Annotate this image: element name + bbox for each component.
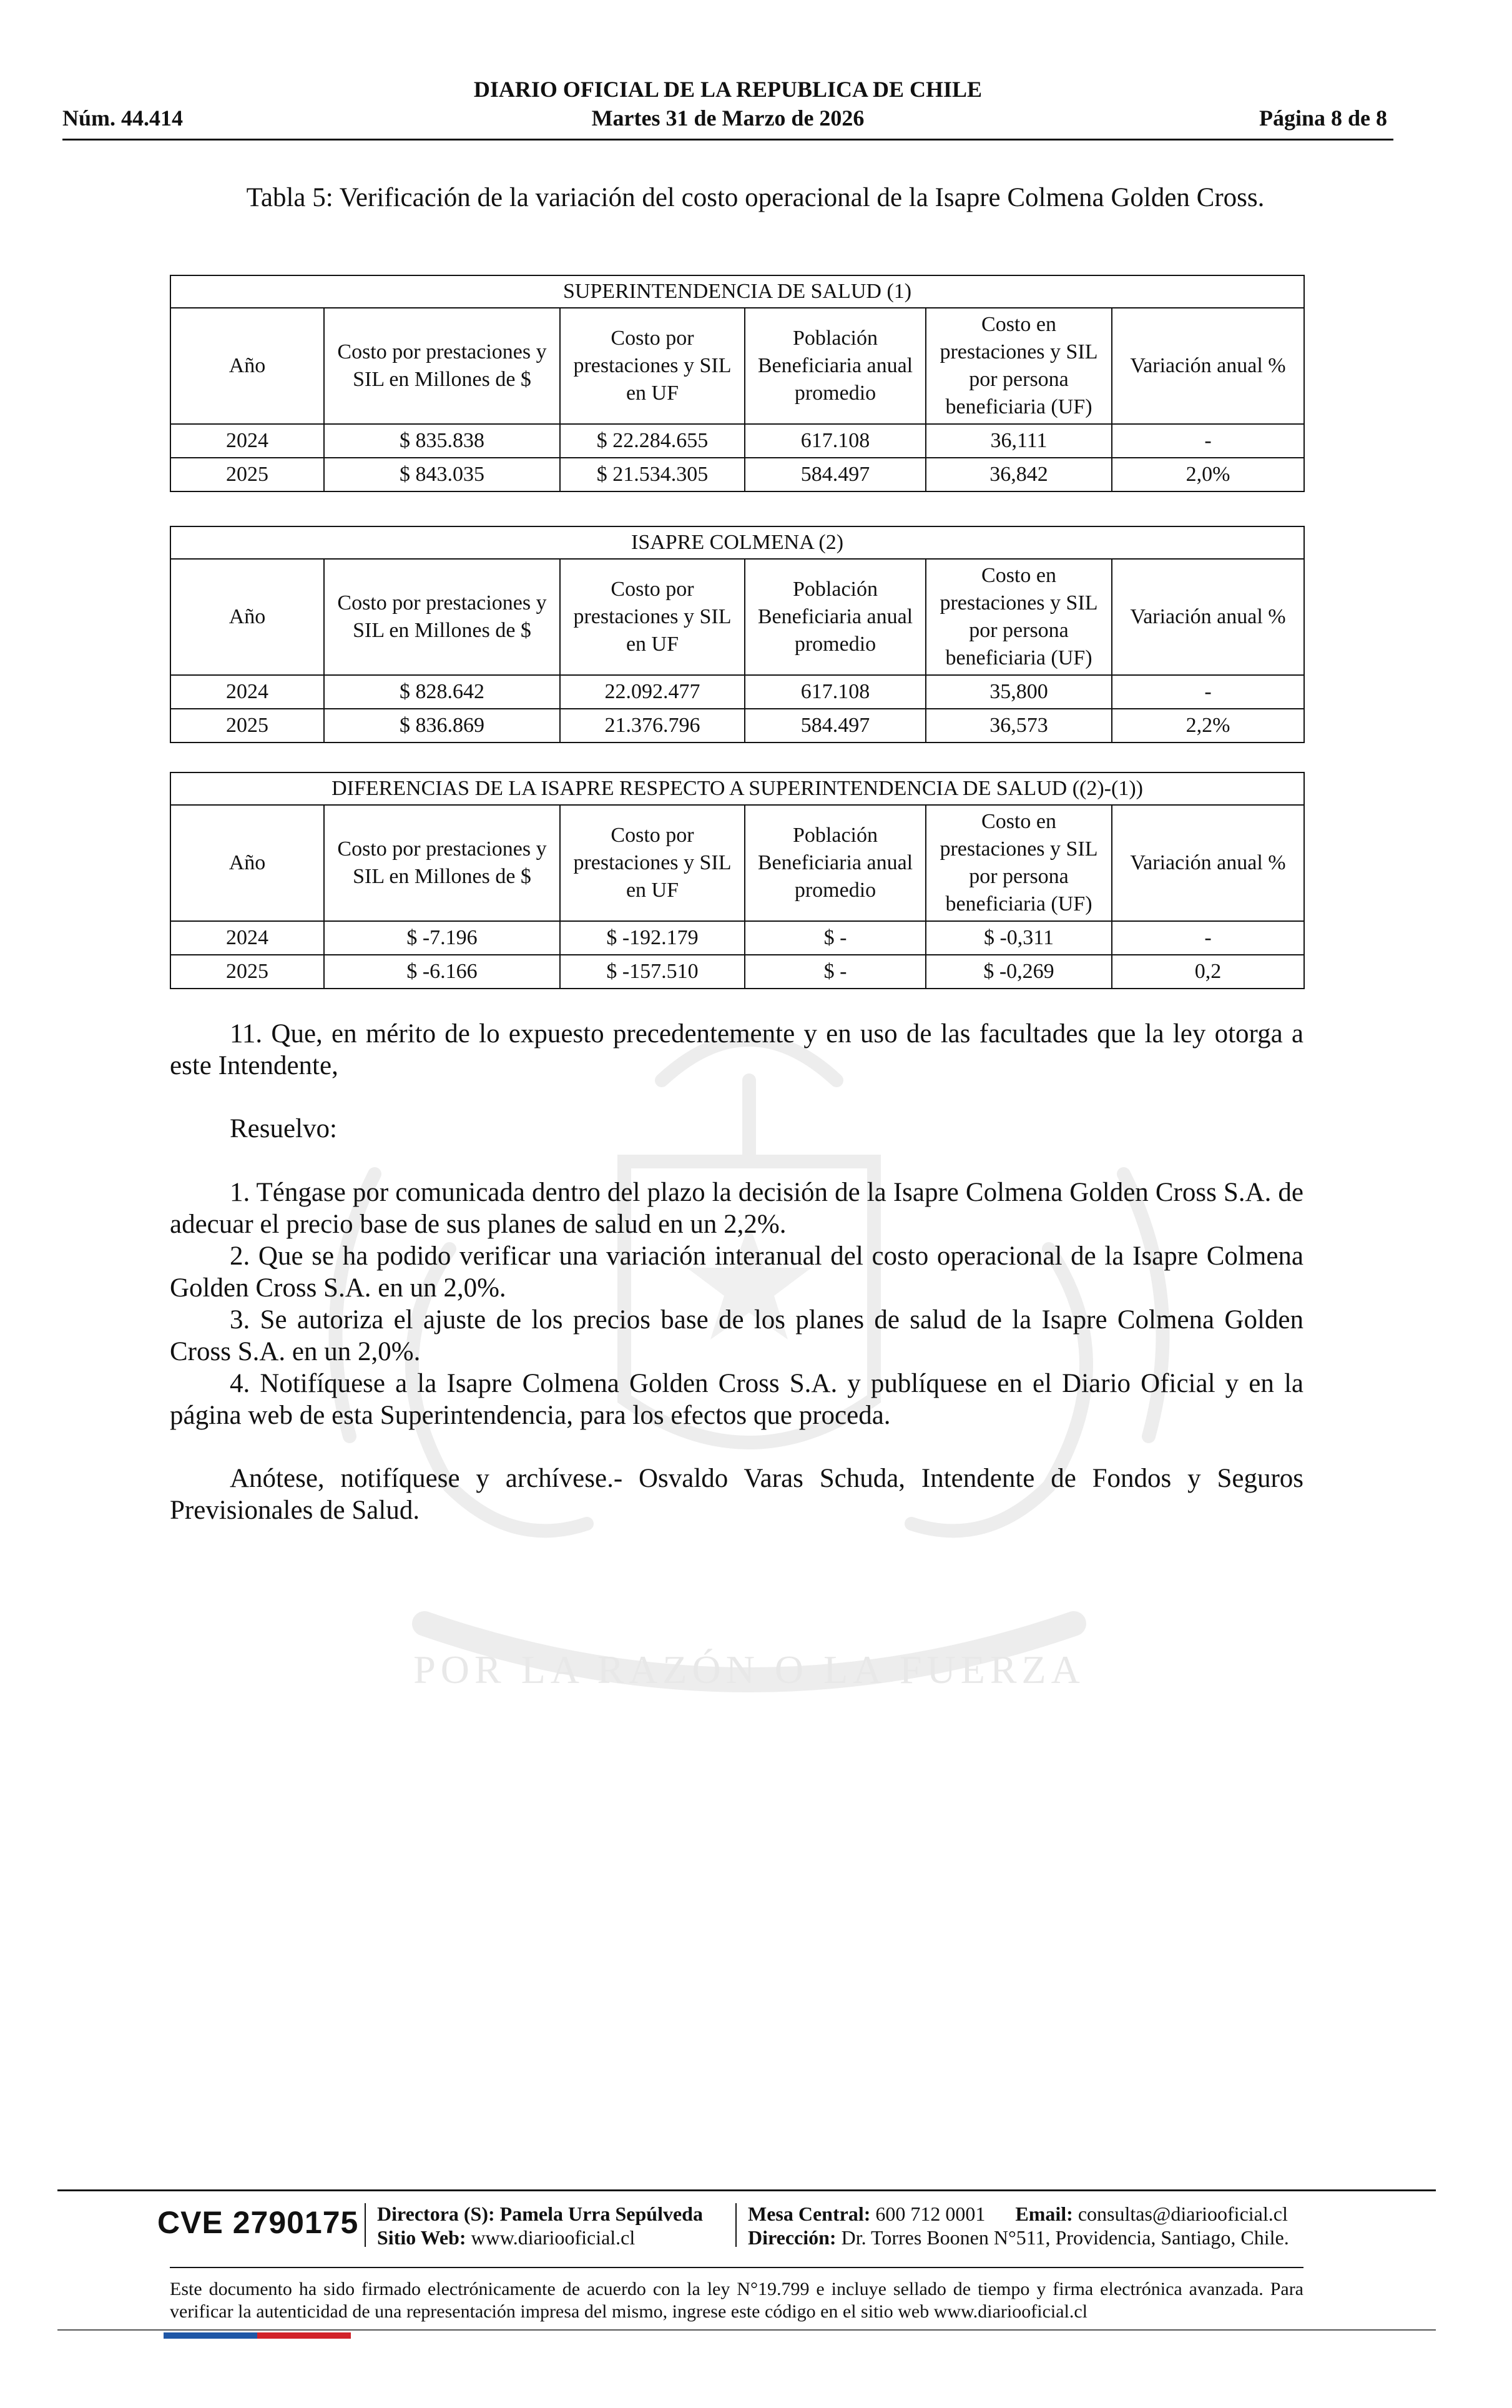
table-title: SUPERINTENDENCIA DE SALUD (1)	[170, 275, 1304, 308]
website-label: Sitio Web:	[377, 2226, 466, 2249]
address-line	[748, 2226, 1289, 2249]
cell: 584.497	[745, 709, 926, 743]
col-header-cost-uf: Costo por prestaciones y SIL en UF	[560, 805, 745, 921]
cell: 0,2	[1112, 955, 1304, 989]
table-differences	[170, 772, 1305, 989]
col-header-population: Población Beneficiaria anual promedio	[745, 308, 926, 424]
signature-notice: Este documento ha sido firmado electrónicamente de acuerdo con la ley N°19.799 e incluye sellado de tiempo y firma electrónica avanzada. Para verificar la autenticidad de una representación impresa del mismo, ingrese este código en el sitio web www.diariooficial.cl	[170, 2279, 1303, 2322]
cve-code: CVE 2790175	[157, 2205, 359, 2240]
table-row	[170, 675, 1304, 709]
table-title: DIFERENCIAS DE LA ISAPRE RESPECTO A SUPERINTENDENCIA DE SALUD ((2)-(1))	[170, 772, 1304, 805]
col-header-year: Año	[170, 308, 324, 424]
address-label: Dirección:	[748, 2226, 837, 2249]
cell: $ -0,311	[926, 921, 1112, 955]
cell: 2024	[170, 424, 324, 458]
cell: 2025	[170, 709, 324, 743]
flag-band-blue	[164, 2332, 257, 2339]
table-row	[170, 921, 1304, 955]
director-label: Directora (S):	[377, 2203, 495, 2225]
footer-rule-bottom	[57, 2329, 1436, 2331]
director-name: Pamela Urra Sepúlveda	[499, 2203, 703, 2225]
closing-paragraph: Anótese, notifíquese y archívese.- Osvaldo Varas Schuda, Intendente de Fondos y Seguros Previsionales de Salud.	[170, 1464, 1303, 1525]
cell: 2024	[170, 675, 324, 709]
cell: 36,111	[926, 424, 1112, 458]
footer-separator	[365, 2203, 366, 2247]
cell: 36,573	[926, 709, 1112, 743]
cell: 617.108	[745, 424, 926, 458]
newspaper-title: DIARIO OFICIAL DE LA REPUBLICA DE CHILE	[473, 77, 983, 102]
table-row	[170, 458, 1304, 491]
director-line	[377, 2202, 703, 2226]
contact-line	[748, 2202, 1288, 2226]
cell: $ -0,269	[926, 955, 1112, 989]
issue-date: Martes 31 de Marzo de 2026	[591, 106, 865, 131]
cell: 2024	[170, 921, 324, 955]
resolution-4: 4. Notifíquese a la Isapre Colmena Golden Cross S.A. y publíquese en el Diario Oficial y en la página web de esta Superintendencia, para los efectos que proceda.	[170, 1369, 1303, 1430]
table-isapre-colmena	[170, 526, 1305, 743]
col-header-year: Año	[170, 559, 324, 675]
footer-rule-inner	[170, 2267, 1303, 2268]
table-row	[170, 709, 1304, 743]
table-title: ISAPRE COLMENA (2)	[170, 526, 1304, 559]
footer-rule	[57, 2189, 1436, 2191]
col-header-cost-millions: Costo por prestaciones y SIL en Millones de $	[324, 805, 560, 921]
cell: 2025	[170, 458, 324, 491]
cell: -	[1112, 424, 1304, 458]
issue-number: Núm. 44.414	[62, 106, 184, 131]
cell: $ -	[745, 955, 926, 989]
address-value: Dr. Torres Boonen N°511, Providencia, Santiago, Chile.	[841, 2226, 1289, 2249]
cell: -	[1112, 921, 1304, 955]
col-header-cost-uf: Costo por prestaciones y SIL en UF	[560, 308, 745, 424]
cell: $ 22.284.655	[560, 424, 745, 458]
resolution-3: 3. Se autoriza el ajuste de los precios base de los planes de salud de la Isapre Colmena Golden Cross S.A. en un 2,0%.	[170, 1305, 1303, 1366]
cell: 22.092.477	[560, 675, 745, 709]
resolution-1: 1. Téngase por comunicada dentro del plazo la decisión de la Isapre Colmena Golden Cross S.A. de adecuar el precio base de sus planes de salud en un 2,2%.	[170, 1178, 1303, 1239]
cell: 2025	[170, 955, 324, 989]
cell: $ 835.838	[324, 424, 560, 458]
email-link[interactable]: consultas@diariooficial.cl	[1078, 2203, 1288, 2225]
cell: 21.376.796	[560, 709, 745, 743]
cell: 584.497	[745, 458, 926, 491]
cell: 617.108	[745, 675, 926, 709]
col-header-year: Año	[170, 805, 324, 921]
col-header-cost-millions: Costo por prestaciones y SIL en Millones de $	[324, 308, 560, 424]
cell: $ 828.642	[324, 675, 560, 709]
col-header-cost-per-person: Costo en prestaciones y SIL por persona beneficiaria (UF)	[926, 308, 1112, 424]
cell: $ -7.196	[324, 921, 560, 955]
cell: $ -192.179	[560, 921, 745, 955]
cell: 2,0%	[1112, 458, 1304, 491]
page-number: Página 8 de 8	[1259, 106, 1387, 131]
watermark-motto: POR LA RAZÓN O LA FUERZA	[413, 1647, 1085, 1692]
cell: 2,2%	[1112, 709, 1304, 743]
header-rule	[62, 139, 1393, 141]
paragraph-11: 11. Que, en mérito de lo expuesto precedentemente y en uso de las facultades que la ley otorga a este Intendente,	[170, 1019, 1303, 1080]
flag-band-red	[257, 2332, 351, 2339]
table-row	[170, 424, 1304, 458]
col-header-annual-variation: Variación anual %	[1112, 308, 1304, 424]
col-header-population: Población Beneficiaria anual promedio	[745, 805, 926, 921]
col-header-cost-millions: Costo por prestaciones y SIL en Millones de $	[324, 559, 560, 675]
cell: $ 21.534.305	[560, 458, 745, 491]
phone-label: Mesa Central:	[748, 2203, 871, 2225]
website-line	[377, 2226, 635, 2249]
col-header-annual-variation: Variación anual %	[1112, 805, 1304, 921]
cell: $ -	[745, 921, 926, 955]
cell: $ 836.869	[324, 709, 560, 743]
cell: -	[1112, 675, 1304, 709]
col-header-annual-variation: Variación anual %	[1112, 559, 1304, 675]
resuelvo-heading: Resuelvo:	[230, 1114, 337, 1143]
col-header-population: Población Beneficiaria anual promedio	[745, 559, 926, 675]
resolution-2: 2. Que se ha podido verificar una variación interanual del costo operacional de la Isapre Colmena Golden Cross S.A. en un 2,0%.	[170, 1241, 1303, 1303]
cell: $ 843.035	[324, 458, 560, 491]
table-row	[170, 955, 1304, 989]
website-link[interactable]: www.diariooficial.cl	[471, 2226, 636, 2249]
table-superintendencia	[170, 275, 1305, 492]
col-header-cost-per-person: Costo en prestaciones y SIL por persona beneficiaria (UF)	[926, 559, 1112, 675]
email-label: Email:	[1015, 2203, 1073, 2225]
cell: $ -157.510	[560, 955, 745, 989]
col-header-cost-uf: Costo por prestaciones y SIL en UF	[560, 559, 745, 675]
col-header-cost-per-person: Costo en prestaciones y SIL por persona beneficiaria (UF)	[926, 805, 1112, 921]
table-caption: Tabla 5: Verificación de la variación del costo operacional de la Isapre Colmena Golden Cross.	[246, 183, 1265, 212]
footer-separator	[735, 2203, 737, 2247]
cell: $ -6.166	[324, 955, 560, 989]
cell: 35,800	[926, 675, 1112, 709]
cell: 36,842	[926, 458, 1112, 491]
phone-value: 600 712 0001	[875, 2203, 986, 2225]
